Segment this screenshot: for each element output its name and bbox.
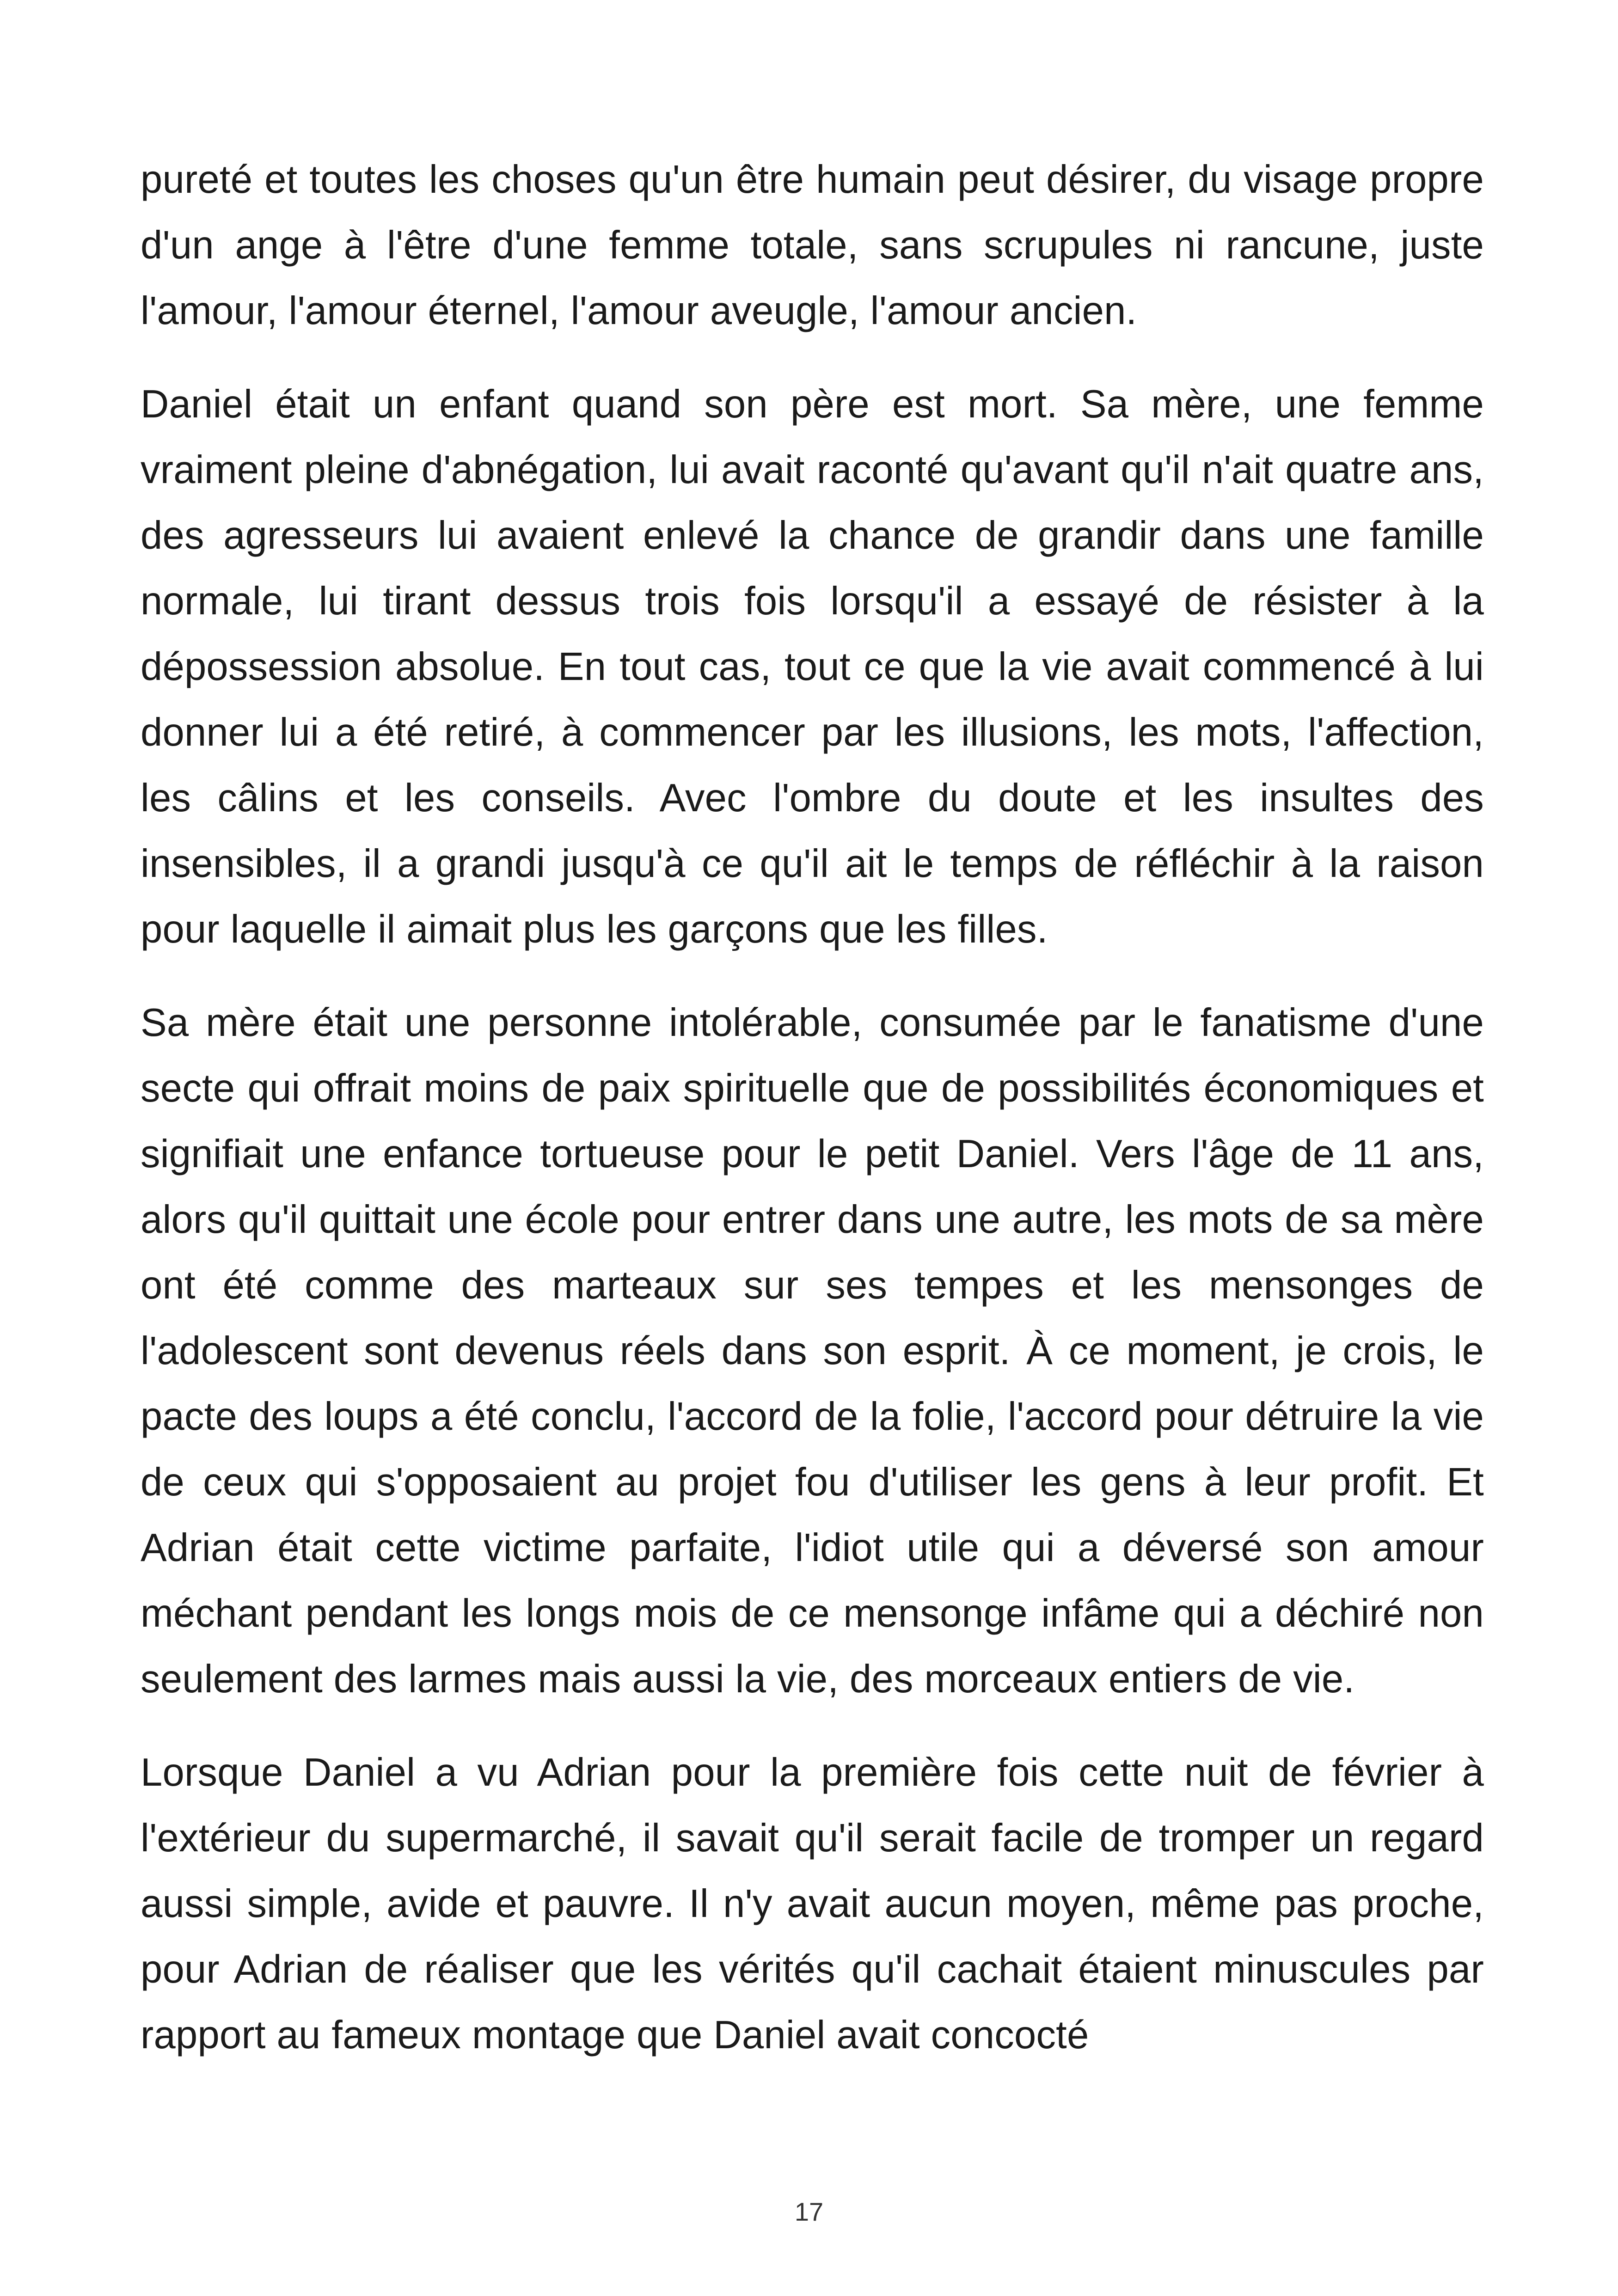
- paragraph-4: Lorsque Daniel a vu Adrian pour la première fois cette nuit de février à l'extérieur du supermarché, il savait qu'il serait facile de tromper un regard aussi simple, avide et pauvre. Il n'y avait aucun moyen, même pas proche, pour Adrian de réaliser que les vérités qu'il cachait étaient minuscules par rapport au fameux montage que Daniel avait concocté: [141, 1751, 1484, 2057]
- paragraph-1: pureté et toutes les choses qu'un être humain peut désirer, du visage propre d'un ange à l'être d'une femme totale, sans scrupules ni rancune, juste l'amour, l'amour éternel, l'amour aveugle, l'amour ancien.: [141, 158, 1484, 333]
- body-text: [141, 147, 1484, 2096]
- paragraph-3: Sa mère était une personne intolérable, consumée par le fanatisme d'une secte qui offrait moins de paix spirituelle que de possibilités économiques et signifiait une enfance tortueuse pour le petit Daniel. Vers l'âge de 11 ans, alors qu'il quittait une école pour entrer dans une autre, les mots de sa mère ont été comme des marteaux sur ses tempes et les mensonges de l'adolescent sont devenus réels dans son esprit. À ce moment, je crois, le pacte des loups a été conclu, l'accord de la folie, l'accord pour détruire la vie de ceux qui s'opposaient au projet fou d'utiliser les gens à leur profit. Et Adrian était cette victime parfaite, l'idiot utile qui a déversé son amour méchant pendant les longs mois de ce mensonge infâme qui a déchiré non seulement des larmes mais aussi la vie, des morceaux entiers de vie.: [141, 1001, 1484, 1701]
- page-number: 17: [794, 2197, 824, 2226]
- paragraph-2: Daniel était un enfant quand son père est mort. Sa mère, une femme vraiment pleine d'abnégation, lui avait raconté qu'avant qu'il n'ait quatre ans, des agresseurs lui avaient enlevé la chance de grandir dans une famille normale, lui tirant dessus trois fois lorsqu'il a essayé de résister à la dépossession absolue. En tout cas, tout ce que la vie avait commencé à lui donner lui a été retiré, à commencer par les illusions, les mots, l'affection, les câlins et les conseils. Avec l'ombre du doute et les insultes des insensibles, il a grandi jusqu'à ce qu'il ait le temps de réfléchir à la raison pour laquelle il aimait plus les garçons que les filles.: [141, 382, 1484, 951]
